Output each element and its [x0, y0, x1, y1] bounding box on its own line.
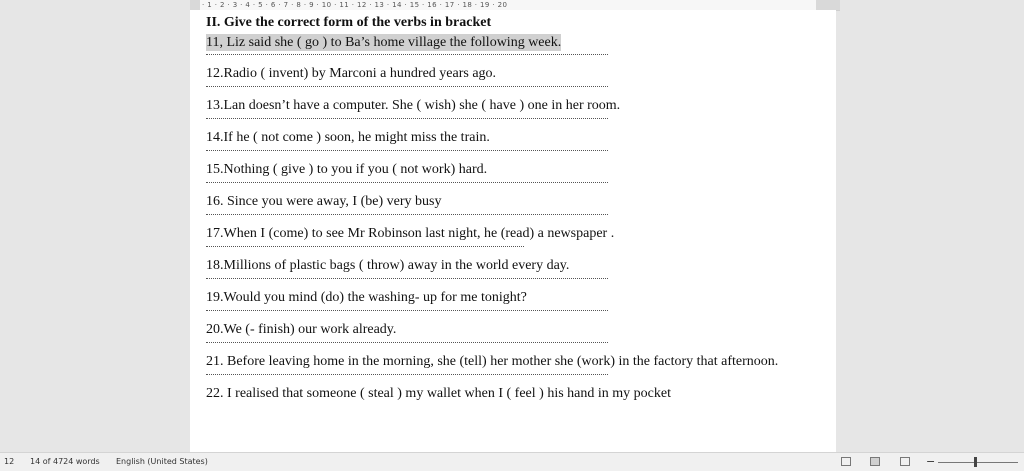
ruler-right-margin[interactable]: [816, 0, 840, 10]
item-text: 17.When I (come) to see Mr Robinson last night, he (read) a newspaper .: [206, 226, 615, 241]
answer-line: [206, 85, 608, 87]
answer-line: [206, 277, 608, 279]
exercise-item-13[interactable]: [206, 97, 806, 119]
answer-line: [206, 181, 608, 183]
item-text: 13.Lan doesn’t have a computer. She ( wish) she ( have ) one in her room.: [206, 98, 621, 113]
exercise-item-15[interactable]: [206, 161, 806, 183]
status-bar: [0, 452, 1024, 471]
exercise-heading: II. Give the correct form of the verbs in bracket: [206, 15, 492, 30]
answer-line: [206, 309, 608, 311]
exercise-item-22[interactable]: [206, 385, 806, 402]
print-layout-icon[interactable]: [870, 457, 880, 466]
web-layout-icon[interactable]: [900, 457, 910, 466]
zoom-out-icon[interactable]: −: [926, 455, 936, 468]
item-text: 22. I realised that someone ( steal ) my wallet when I ( feel ) his hand in my pocket: [206, 386, 671, 401]
item-text-continued: afternoon.: [721, 354, 779, 369]
zoom-slider[interactable]: [938, 462, 1018, 463]
item-text: 11, Liz said she ( go ) to Ba’s home village the following week.: [206, 35, 562, 50]
exercise-item-18[interactable]: [206, 257, 806, 279]
item-text: 19.Would you mind (do) the washing- up for me tonight?: [206, 290, 527, 305]
item-text: 15.Nothing ( give ) to you if you ( not work) hard.: [206, 162, 488, 177]
item-text: 21. Before leaving home in the morning, she (tell) her mother she (work) in the factory that: [206, 354, 718, 369]
item-text: 14.If he ( not come ) soon, he might miss the train.: [206, 130, 490, 145]
item-text: 18.Millions of plastic bags ( throw) away in the world every day.: [206, 258, 570, 273]
answer-line: [206, 149, 608, 151]
language-indicator[interactable]: English (United States): [116, 457, 208, 466]
exercise-item-14[interactable]: [206, 129, 806, 151]
item-text: 12.Radio ( invent) by Marconi a hundred years ago.: [206, 66, 497, 81]
ruler-ticks: · 1 · 2 · 3 · 4 · 5 · 6 · 7 · 8 · 9 · 10 · 11 · 12 · 13 · 14 · 15 · 16 · 17 · 18 · 19 · 20: [202, 1, 508, 9]
exercise-item-20[interactable]: [206, 321, 806, 343]
ruler-left-margin[interactable]: [190, 0, 200, 10]
answer-line: [206, 245, 524, 247]
answer-line: [206, 53, 608, 55]
answer-line: [206, 373, 608, 375]
answer-line: [206, 341, 608, 343]
exercise-item-21[interactable]: [206, 353, 806, 375]
item-text: 16. Since you were away, I (be) very busy: [206, 194, 442, 209]
read-mode-icon[interactable]: [841, 457, 851, 466]
exercise-item-17[interactable]: [206, 225, 806, 247]
answer-line: [206, 213, 608, 215]
document-content[interactable]: [206, 16, 806, 402]
answer-line: [206, 117, 608, 119]
page-indicator[interactable]: 12: [4, 457, 15, 466]
exercise-item-19[interactable]: [206, 289, 806, 311]
exercise-item-12[interactable]: [206, 65, 806, 87]
document-page[interactable]: [190, 10, 836, 452]
word-count[interactable]: 14 of 4724 words: [30, 457, 100, 466]
item-text: 20.We (- finish) our work already.: [206, 322, 397, 337]
zoom-slider-thumb[interactable]: [974, 457, 977, 467]
exercise-item-16[interactable]: [206, 193, 806, 215]
exercise-item-11[interactable]: [206, 34, 806, 55]
